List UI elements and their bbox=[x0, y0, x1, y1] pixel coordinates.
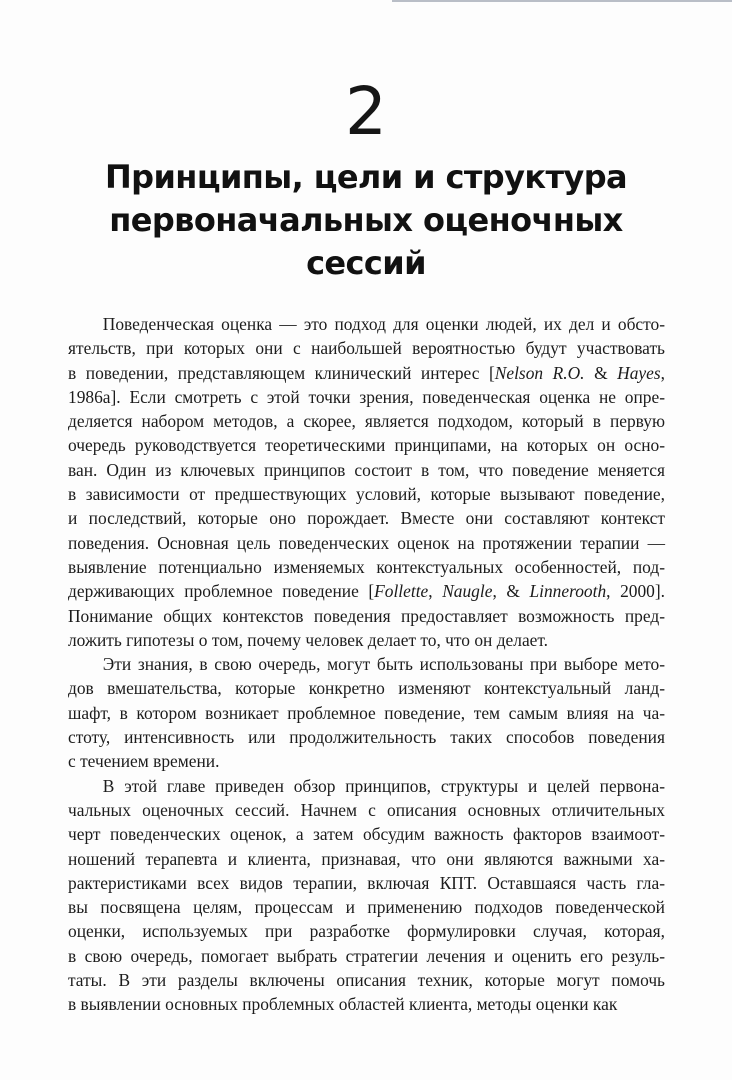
text-line: Поведенческая оценка — это подход для оценки людей, их дел и обсто- bbox=[68, 314, 665, 334]
text-line: поведения. Основная цель поведенческих оценок на протяжении терапии — bbox=[68, 532, 665, 553]
text-line: Понимание общих контекстов поведения предоставляет возможность пред- bbox=[68, 605, 665, 626]
text-line: выявление потенциально изменяемых контекстуальных особенностей, под- bbox=[68, 556, 665, 577]
text-line: деляется набором методов, а скорее, является подходом, который в первую bbox=[68, 411, 665, 432]
text-line: В этой главе приведен обзор принципов, структуры и целей первона- bbox=[68, 775, 665, 796]
text-line: оценки, используемых при разработке формулировки случая, которая, bbox=[68, 921, 665, 942]
text-line: в зависимости от предшествующих условий, которые вызывают поведение, bbox=[68, 484, 665, 505]
text-line: в свою очередь, помогает выбрать стратегии лечения и оценить его резуль- bbox=[68, 945, 665, 966]
text-line: ношений терапевта и клиента, признавая, что они являются важными ха- bbox=[68, 848, 665, 869]
paragraph bbox=[68, 652, 665, 773]
text-line: черт поведенческих оценок, а затем обсудим важность факторов взаимоот- bbox=[68, 824, 665, 845]
chapter-title bbox=[60, 156, 672, 285]
paragraph bbox=[68, 312, 665, 652]
text-line: ятельств, при которых они с наибольшей вероятностью будут участвовать bbox=[68, 338, 665, 359]
text-line: стоту, интенсивность или продолжительность таких способов поведения bbox=[68, 727, 665, 748]
paragraph bbox=[68, 774, 665, 1017]
text-line: держивающих проблемное поведение [Follette, Naugle, & Linnerooth, 2000]. bbox=[68, 581, 665, 602]
text-line: и последствий, которые оно порождает. Вместе они составляют контекст bbox=[68, 508, 665, 529]
top-edge-rule bbox=[392, 0, 732, 2]
text-line: Эти знания, в свою очередь, могут быть использованы при выборе мето- bbox=[68, 654, 665, 675]
chapter-title-line: Принципы, цели и структура bbox=[105, 158, 627, 196]
text-line: в выявлении основных проблемных областей клиента, методы оценки как bbox=[68, 994, 618, 1015]
text-line: ложить гипотезы о том, почему человек делает то, что он делает. bbox=[68, 629, 549, 650]
text-line: дов вмешательства, которые конкретно изменяют контекстуальный ланд- bbox=[68, 678, 665, 699]
text-line: вы посвящена целям, процессам и применению подходов поведенческой bbox=[68, 897, 665, 918]
text-line: в поведении, представляющем клинический интерес [Nelson R.O. & Hayes, bbox=[68, 362, 665, 383]
text-line: 1986a]. Если смотреть с этой точки зрения, поведенческая оценка не опре- bbox=[68, 386, 665, 407]
text-line: чальных оценочных сессий. Начнем с описания основных отличительных bbox=[68, 799, 665, 820]
text-line: ван. Один из ключевых принципов состоит в том, что поведение меняется bbox=[68, 459, 665, 480]
chapter-number: 2 bbox=[345, 73, 387, 150]
chapter-title-line: первоначальных оценочных сессий bbox=[109, 201, 623, 282]
text-line: таты. В эти разделы включены описания техник, которые могут помочь bbox=[68, 970, 665, 991]
text-line: шафт, в котором возникает проблемное поведение, тем самым влияя на ча- bbox=[68, 702, 665, 723]
text-line: с течением времени. bbox=[68, 751, 220, 772]
text-line: рактеристиками всех видов терапии, включая КПТ. Оставшаяся часть гла- bbox=[68, 872, 665, 893]
body-text bbox=[68, 312, 665, 1017]
text-line: очередь руководствуется теоретическими принципами, на которых он осно- bbox=[68, 435, 665, 456]
